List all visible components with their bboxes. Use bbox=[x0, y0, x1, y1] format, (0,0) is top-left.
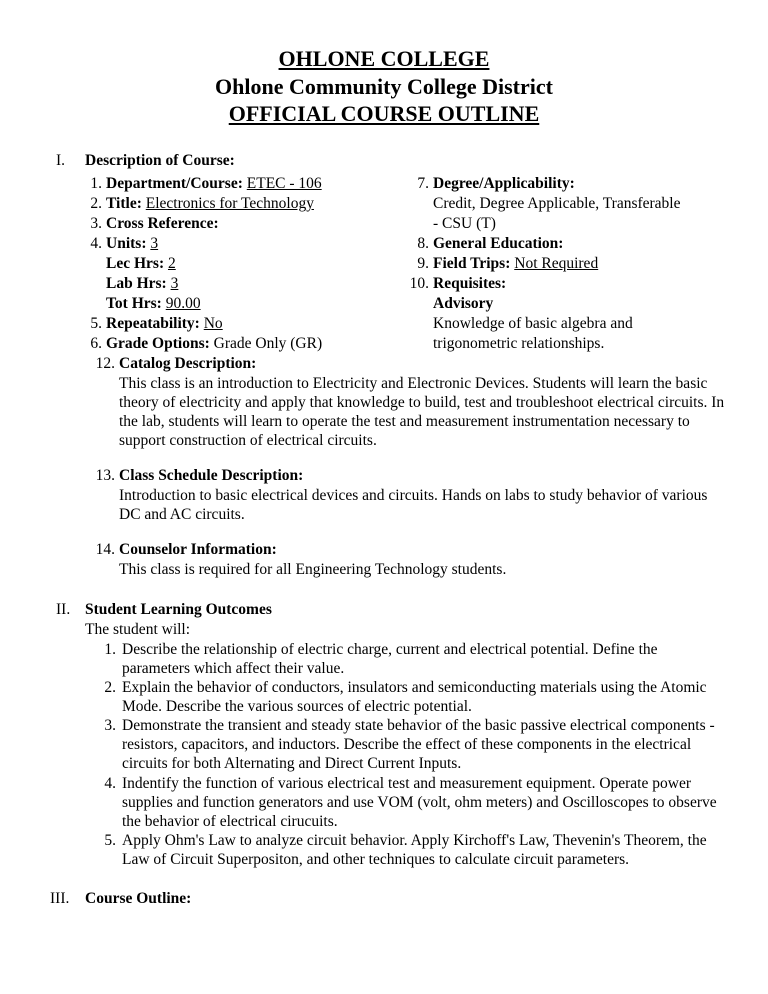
department-course-item bbox=[76, 174, 322, 193]
counselor-info-text: This class is required for all Engineering Technology students. bbox=[119, 561, 507, 578]
grade-options-label: Grade Options: bbox=[106, 335, 210, 352]
total-hours bbox=[106, 294, 201, 313]
advisory-text: Knowledge of basic algebra and bbox=[433, 315, 633, 332]
item-number: 3. bbox=[90, 215, 102, 232]
outcome-number: 1. bbox=[104, 641, 116, 658]
item-number: 9. bbox=[417, 255, 429, 272]
degree-applicability-value: Credit, Degree Applicable, Transferable bbox=[433, 195, 681, 212]
item-number: 4. bbox=[90, 235, 102, 252]
units-value: 3 bbox=[150, 235, 159, 252]
repeatability-label: Repeatability: bbox=[106, 315, 200, 332]
item-number: 1. bbox=[90, 175, 102, 192]
outcome-number: 4. bbox=[104, 775, 116, 792]
title-label: Title: bbox=[106, 195, 142, 212]
field-trips-label: Field Trips: bbox=[433, 255, 511, 272]
outcome-item bbox=[92, 716, 722, 773]
catalog-description-label: Catalog Description: bbox=[119, 355, 257, 372]
class-schedule-heading bbox=[89, 466, 303, 485]
item-number: 10. bbox=[409, 275, 429, 292]
outcome-text: Indentify the function of various electrical test and measurement equipment. Operate power supplies and function generators and use VOM (volt, ohm meters) and Oscilloscopes to observe the behavior of electrical cirucuits. bbox=[122, 775, 717, 830]
counselor-info-label: Counselor Information: bbox=[119, 541, 277, 558]
catalog-description-heading bbox=[89, 354, 256, 373]
section-2-numeral: II. bbox=[56, 601, 71, 618]
outcome-item bbox=[92, 678, 722, 716]
units-label: Units: bbox=[106, 235, 147, 252]
item-number: 7. bbox=[417, 175, 429, 192]
advisory-label: Advisory bbox=[433, 295, 494, 312]
outcome-item bbox=[92, 640, 722, 678]
catalog-description-text: This class is an introduction to Electricity and Electronic Devices. Students will learn the basic theory of electricity and apply that knowledge to build, test and troubleshoot electrical circuits. In the lab, students will learn to operate the test and measurement instrumentation necessary to support construction of electrical circuits. bbox=[119, 375, 725, 449]
department-course-value: ETEC - 106 bbox=[246, 175, 322, 192]
item-number: 14. bbox=[95, 541, 115, 558]
lecture-hours-label: Lec Hrs: bbox=[106, 255, 165, 272]
counselor-info-heading bbox=[89, 540, 277, 559]
cross-reference-label: Cross Reference: bbox=[106, 215, 219, 232]
item-number: 2. bbox=[90, 195, 102, 212]
degree-applicability-label: Degree/Applicability: bbox=[433, 175, 575, 192]
department-course-label: Department/Course: bbox=[106, 175, 243, 192]
outcome-item bbox=[92, 774, 722, 831]
outcome-text: Describe the relationship of electric charge, current and electrical potential. Define the parameters which affect their value. bbox=[122, 641, 658, 677]
repeatability-item bbox=[76, 314, 223, 333]
title-item bbox=[76, 194, 314, 213]
lab-hours-label: Lab Hrs: bbox=[106, 275, 167, 292]
document-title: OFFICIAL COURSE OUTLINE bbox=[228, 101, 540, 126]
outcome-number: 5. bbox=[104, 832, 116, 849]
item-number: 5. bbox=[90, 315, 102, 332]
college-name: OHLONE COLLEGE bbox=[278, 46, 490, 71]
repeatability-value: No bbox=[203, 315, 223, 332]
item-number: 12. bbox=[95, 355, 115, 372]
outcome-text: Apply Ohm's Law to analyze circuit behavior. Apply Kirchoff's Law, Thevenin's Theorem, the Law of Circuit Superpositon, and other techniques to calculate circuit parameters. bbox=[122, 832, 707, 868]
item-number: 6. bbox=[90, 335, 102, 352]
total-hours-value: 90.00 bbox=[165, 295, 201, 312]
lab-hours-value: 3 bbox=[170, 275, 179, 292]
outcome-item bbox=[92, 831, 722, 869]
class-schedule-label: Class Schedule Description: bbox=[119, 467, 304, 484]
district-name: Ohlone Community College District bbox=[215, 74, 553, 99]
advisory-text-cont: trigonometric relationships. bbox=[433, 335, 605, 352]
lab-hours bbox=[106, 274, 178, 293]
degree-applicability-value-cont: - CSU (T) bbox=[433, 215, 496, 232]
class-schedule-text: Introduction to basic electrical devices and circuits. Hands on labs to study behavior of various DC and AC circuits. bbox=[119, 487, 708, 523]
section-3-numeral: III. bbox=[50, 890, 70, 907]
section-2-title: Student Learning Outcomes bbox=[85, 601, 272, 618]
outcome-text: Demonstrate the transient and steady state behavior of the basic passive electrical components - resistors, capacitors, and inductors. Describe the effect of these components in the electrical circuits for both Alternating and Direct Current Inputs. bbox=[122, 717, 715, 772]
item-number: 13. bbox=[95, 467, 115, 484]
item-number: 8. bbox=[417, 235, 429, 252]
lecture-hours-value: 2 bbox=[167, 255, 176, 272]
grade-options-value: Grade Only (GR) bbox=[213, 335, 323, 352]
cross-reference-item bbox=[76, 214, 219, 233]
outcome-number: 3. bbox=[104, 717, 116, 734]
units-item bbox=[76, 234, 158, 253]
outcome-number: 2. bbox=[104, 679, 116, 696]
general-education-label: General Education: bbox=[433, 235, 564, 252]
outcome-text: Explain the behavior of conductors, insulators and semiconducting materials using the Atomic Mode. Describe the various sources of electric potential. bbox=[122, 679, 707, 715]
general-education-item bbox=[403, 234, 563, 253]
section-1-title: Description of Course: bbox=[85, 152, 235, 169]
section-1-numeral: I. bbox=[56, 152, 66, 169]
requisites-label: Requisites: bbox=[433, 275, 507, 292]
field-trips-item bbox=[403, 254, 598, 273]
lecture-hours bbox=[106, 254, 176, 273]
requisites-item bbox=[403, 274, 506, 293]
total-hours-label: Tot Hrs: bbox=[106, 295, 162, 312]
section-3-title: Course Outline: bbox=[85, 890, 192, 907]
outcomes-intro: The student will: bbox=[85, 621, 191, 638]
degree-applicability-item bbox=[403, 174, 575, 193]
grade-options-item bbox=[76, 334, 322, 353]
field-trips-value: Not Required bbox=[514, 255, 599, 272]
title-value: Electronics for Technology bbox=[145, 195, 314, 212]
